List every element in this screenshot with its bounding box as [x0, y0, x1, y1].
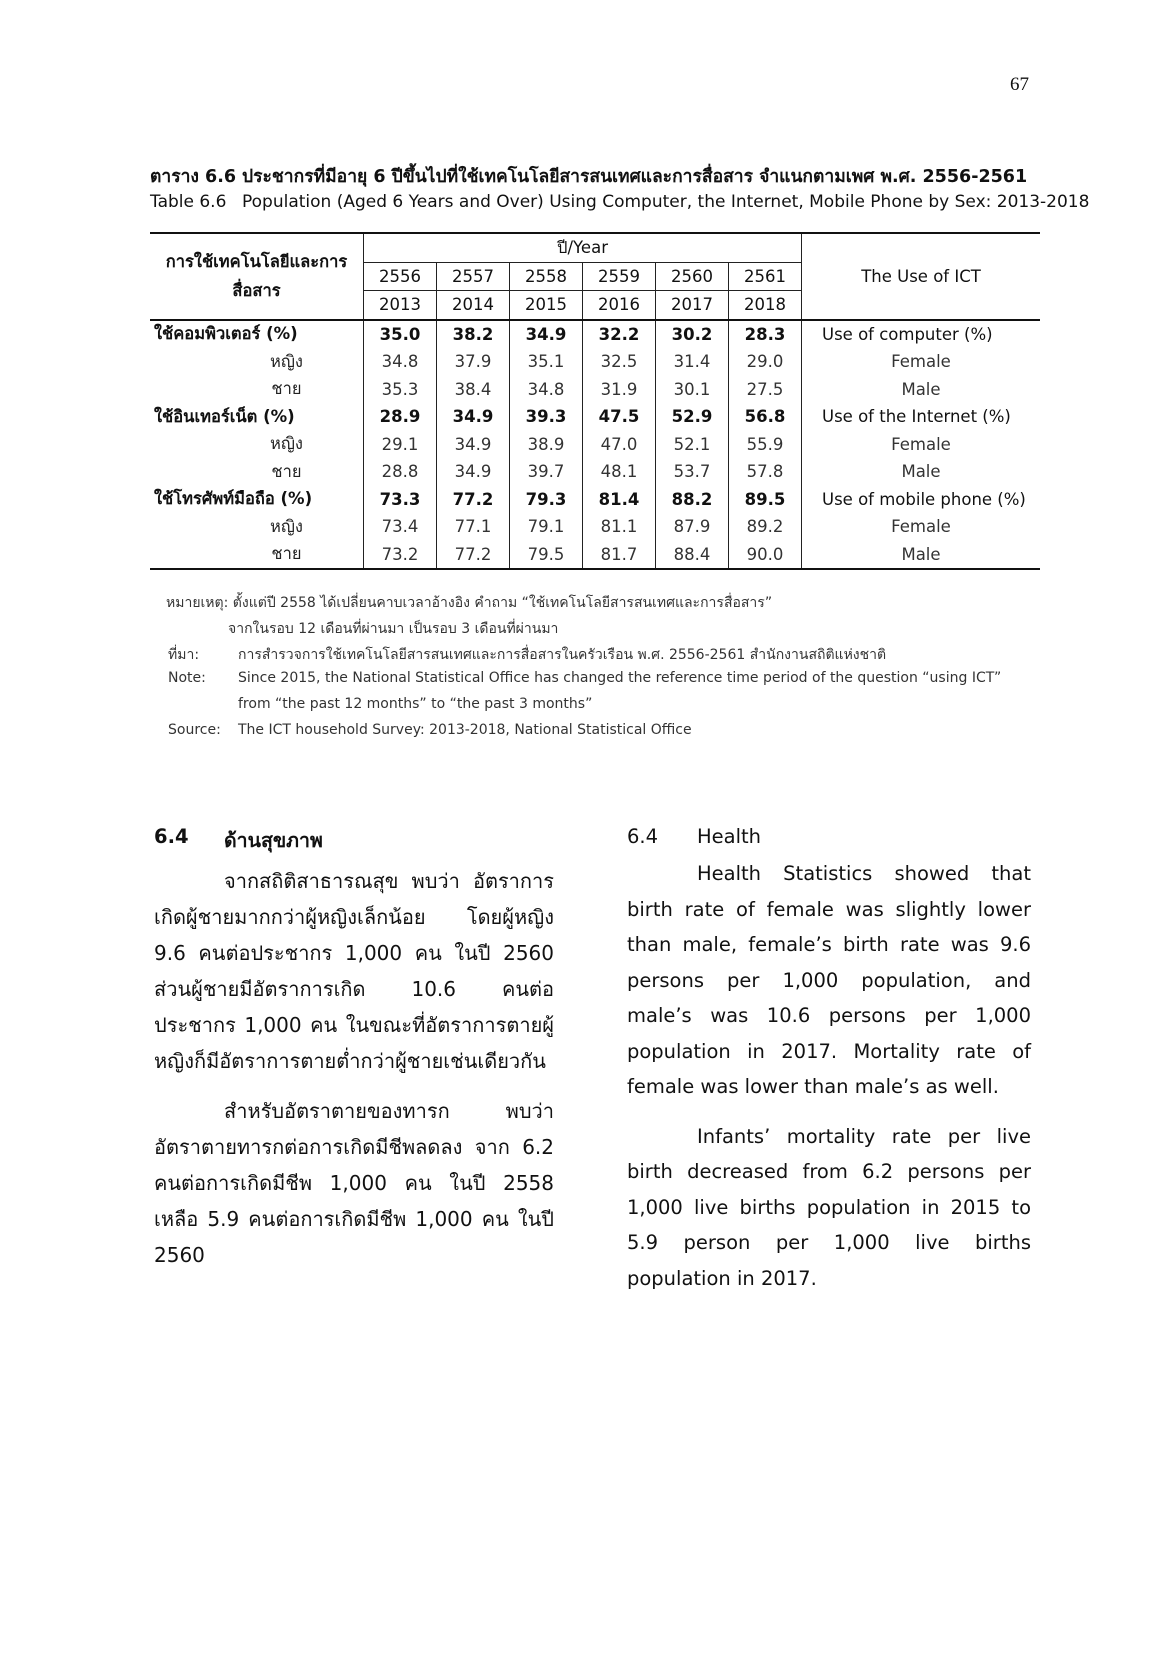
value-cell: 39.3	[510, 403, 583, 431]
caption-label: Table 6.6	[150, 192, 227, 212]
table-row	[150, 348, 1040, 376]
value-cell: 34.8	[510, 376, 583, 404]
thai-paragraph: สำหรับอัตราตายของทารก พบว่า อัตราตายทารกต่อการเกิดมีชีพลดลง จาก 6.2 คนต่อการเกิดมีชีพ 1,000 คน ในปี 2558 เหลือ 5.9 คนต่อการเกิดมีชีพ 1,000 คน ในปี 2560	[154, 1099, 554, 1267]
year-english: 2015	[510, 291, 583, 320]
english-category-label: Use of mobile phone (%)	[802, 486, 1041, 514]
thai-source-line	[168, 644, 886, 666]
value-cell: 32.2	[583, 320, 656, 349]
value-cell: 52.1	[656, 431, 729, 459]
value-cell: 89.2	[729, 513, 802, 541]
value-cell: 34.9	[437, 458, 510, 486]
value-cell: 77.2	[437, 486, 510, 514]
table-caption-english	[150, 192, 1089, 212]
year-header: ปี/Year	[364, 233, 802, 262]
value-cell: 35.1	[510, 348, 583, 376]
english-paragraph: Infants’ mortality rate per live birth decreased from 6.2 persons per 1,000 live births population in 2015 to 5.9 person per 1,000 live births population in 2017.	[627, 1124, 1031, 1290]
table-caption-thai	[150, 162, 1027, 190]
table-row	[150, 403, 1040, 431]
english-note-line	[168, 670, 1001, 686]
english-sex-label: Female	[802, 513, 1041, 541]
table-row	[150, 513, 1040, 541]
value-cell: 38.4	[437, 376, 510, 404]
table-left-header: การใช้เทคโนโลยีและการสื่อสาร	[150, 233, 364, 320]
table-row	[150, 486, 1040, 514]
table-right-header: The Use of ICT	[802, 233, 1041, 320]
value-cell: 73.4	[364, 513, 437, 541]
year-english: 2013	[364, 291, 437, 320]
value-cell: 88.4	[656, 541, 729, 570]
english-sex-label: Female	[802, 348, 1041, 376]
note-text: ตั้งแต่ปี 2558 ได้เปลี่ยนคาบเวลาอ้างอิง คำถาม “ใช้เทคโนโลยีสารสนเทศและการสื่อสาร”	[232, 595, 773, 611]
table-row	[150, 458, 1040, 486]
english-sex-label: Male	[802, 541, 1041, 570]
value-cell: 38.2	[437, 320, 510, 349]
section-number-thai: 6.4	[154, 825, 189, 848]
category-label: ใช้โทรศัพท์มือถือ (%)	[154, 489, 313, 509]
sex-label: หญิง	[270, 516, 303, 536]
year-english: 2017	[656, 291, 729, 320]
english-note-line: from “the past 12 months” to “the past 3 months”	[238, 696, 593, 712]
value-cell: 29.1	[364, 431, 437, 459]
value-cell: 34.9	[437, 431, 510, 459]
value-cell: 89.5	[729, 486, 802, 514]
value-cell: 35.3	[364, 376, 437, 404]
english-paragraph: Health Statistics showed that birth rate of female was slightly lower than male, female’s birth rate was 9.6 persons per 1,000 population, and male’s was 10.6 persons per 1,000 population in 2017. Mortality rate of female was lower than male’s as well.	[627, 862, 1031, 1098]
year-thai: 2559	[583, 262, 656, 291]
section-title-english: Health	[697, 825, 762, 848]
value-cell: 39.7	[510, 458, 583, 486]
year-english: 2014	[437, 291, 510, 320]
thai-body-text	[154, 863, 554, 1273]
value-cell: 30.1	[656, 376, 729, 404]
value-cell: 55.9	[729, 431, 802, 459]
english-category-label: Use of the Internet (%)	[802, 403, 1041, 431]
source-label: ที่มา:	[168, 647, 200, 663]
english-source-line	[168, 722, 692, 738]
value-cell: 57.8	[729, 458, 802, 486]
sex-label: ชาย	[271, 461, 302, 481]
source-text: The ICT household Survey: 2013-2018, National Statistical Office	[238, 722, 692, 738]
sex-label: หญิง	[270, 351, 303, 371]
value-cell: 73.2	[364, 541, 437, 570]
value-cell: 79.1	[510, 513, 583, 541]
english-sex-label: Female	[802, 431, 1041, 459]
value-cell: 31.9	[583, 376, 656, 404]
year-thai: 2556	[364, 262, 437, 291]
value-cell: 31.4	[656, 348, 729, 376]
sex-label: หญิง	[270, 434, 303, 454]
value-cell: 47.0	[583, 431, 656, 459]
value-cell: 79.3	[510, 486, 583, 514]
value-cell: 48.1	[583, 458, 656, 486]
english-sex-label: Male	[802, 458, 1041, 486]
value-cell: 81.7	[583, 541, 656, 570]
value-cell: 81.1	[583, 513, 656, 541]
thai-note-line	[166, 592, 772, 614]
value-cell: 30.2	[656, 320, 729, 349]
note-label: หมายเหตุ:	[166, 595, 229, 611]
ict-usage-table	[150, 232, 1040, 570]
value-cell: 28.8	[364, 458, 437, 486]
value-cell: 34.9	[437, 403, 510, 431]
value-cell: 29.0	[729, 348, 802, 376]
value-cell: 32.5	[583, 348, 656, 376]
value-cell: 88.2	[656, 486, 729, 514]
value-cell: 87.9	[656, 513, 729, 541]
value-cell: 56.8	[729, 403, 802, 431]
value-cell: 35.0	[364, 320, 437, 349]
caption-label: ตาราง 6.6	[150, 167, 237, 187]
category-label: ใช้อินเทอร์เน็ต (%)	[154, 406, 295, 426]
value-cell: 27.5	[729, 376, 802, 404]
page-number: 67	[1010, 74, 1029, 95]
caption-text: ประชากรที่มีอายุ 6 ปีขึ้นไปที่ใช้เทคโนโลยีสารสนเทศและการสื่อสาร จำแนกตามเพศ พ.ศ. 2556-2561	[242, 167, 1028, 187]
value-cell: 38.9	[510, 431, 583, 459]
year-english: 2016	[583, 291, 656, 320]
sex-label: ชาย	[271, 379, 302, 399]
sex-label: ชาย	[150, 541, 364, 570]
category-label: ใช้คอมพิวเตอร์ (%)	[154, 324, 298, 344]
value-cell: 28.3	[729, 320, 802, 349]
note-label: Note:	[168, 670, 206, 686]
year-thai: 2558	[510, 262, 583, 291]
table-row	[150, 320, 1040, 349]
value-cell: 53.7	[656, 458, 729, 486]
table-row	[150, 376, 1040, 404]
year-thai: 2557	[437, 262, 510, 291]
year-english: 2018	[729, 291, 802, 320]
value-cell: 79.5	[510, 541, 583, 570]
english-body-text	[627, 856, 1031, 1296]
note-text: Since 2015, the National Statistical Office has changed the reference time period of the question “using ICT”	[238, 670, 1002, 686]
value-cell: 47.5	[583, 403, 656, 431]
caption-text: Population (Aged 6 Years and Over) Using Computer, the Internet, Mobile Phone by Sex: 2013-2018	[242, 192, 1090, 212]
thai-note-line: จากในรอบ 12 เดือนที่ผ่านมา เป็นรอบ 3 เดือนที่ผ่านมา	[228, 621, 559, 637]
source-text: การสำรวจการใช้เทคโนโลยีสารสนเทศและการสื่อสารในครัวเรือน พ.ศ. 2556-2561 สำนักงานสถิติแห่งชาติ	[238, 647, 887, 663]
value-cell: 34.8	[364, 348, 437, 376]
section-number-english: 6.4	[627, 825, 659, 848]
value-cell: 34.9	[510, 320, 583, 349]
value-cell: 90.0	[729, 541, 802, 570]
section-title-thai: ด้านสุขภาพ	[224, 829, 323, 852]
source-label: Source:	[168, 722, 221, 738]
value-cell: 73.3	[364, 486, 437, 514]
table-row	[150, 541, 1040, 570]
value-cell: 77.1	[437, 513, 510, 541]
thai-paragraph: จากสถิติสาธารณสุข พบว่า อัตราการเกิดผู้ชายมากกว่าผู้หญิงเล็กน้อย โดยผู้หญิง 9.6 คนต่อประชากร 1,000 คน ในปี 2560 ส่วนผู้ชายมีอัตราการเกิด 10.6 คนต่อประชากร 1,000 คน ในขณะที่อัตราการตายผู้หญิงก็มีอัตราการตายต่ำกว่าผู้ชายเช่นเดียวกัน	[154, 869, 554, 1073]
value-cell: 77.2	[437, 541, 510, 570]
english-category-label: Use of computer (%)	[802, 320, 1041, 349]
year-thai: 2560	[656, 262, 729, 291]
english-sex-label: Male	[802, 376, 1041, 404]
value-cell: 52.9	[656, 403, 729, 431]
value-cell: 37.9	[437, 348, 510, 376]
value-cell: 28.9	[364, 403, 437, 431]
value-cell: 81.4	[583, 486, 656, 514]
table-row	[150, 431, 1040, 459]
year-thai: 2561	[729, 262, 802, 291]
